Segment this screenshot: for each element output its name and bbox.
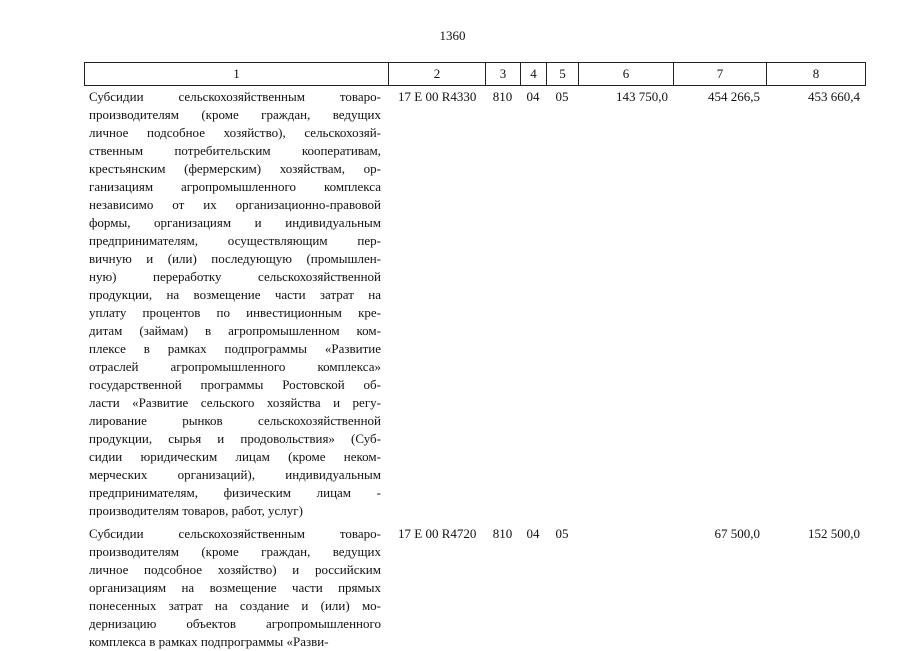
description-line: лирование рынков сельскохозяйственной	[89, 413, 381, 428]
section-code: 04	[526, 526, 540, 541]
target-article-code: 17 Е 00 R4330	[398, 89, 477, 104]
expense-type-code: 810	[492, 526, 513, 541]
description-line: Субсидии сельскохозяйственным товаро-	[89, 89, 381, 104]
subsection-code: 05	[555, 89, 569, 104]
subsection-code: 05	[555, 526, 569, 541]
description-line: производителям (кроме граждан, ведущих	[89, 544, 381, 559]
page-number: 1360	[439, 28, 466, 43]
description-line: плексе в рамках подпрограммы «Развитие	[89, 341, 381, 356]
description-line: предпринимателям, физическим лицам -	[89, 485, 381, 500]
description-line: ную) переработку сельскохозяйственной	[89, 269, 381, 284]
row-description	[84, 88, 388, 520]
description-line: ственным потребительским кооперативам,	[89, 143, 381, 158]
column-header-2: 2	[388, 63, 485, 85]
table-header	[84, 62, 866, 86]
description-line: отраслей агропромышленного комплекса»	[89, 359, 381, 374]
description-line: независимо от их организационно-правовой	[89, 197, 381, 212]
description-line: производителям (кроме граждан, ведущих	[89, 107, 381, 122]
description-line: дернизацию объектов агропромышленного	[89, 616, 381, 631]
description-line: ганизациям агропромышленного комплекса	[89, 179, 381, 194]
expense-type-code: 810	[492, 89, 513, 104]
column-header-4: 4	[520, 63, 546, 85]
table-body	[84, 88, 866, 651]
description-line: формы, организациям и индивидуальным	[89, 215, 381, 230]
amount-col-6	[578, 525, 673, 651]
column-header-8: 8	[766, 63, 866, 85]
row-description	[84, 525, 388, 651]
description-line: мерческих организаций), индивидуальным	[89, 467, 381, 482]
description-line: комплекса в рамках подпрограммы «Разви-	[89, 634, 329, 649]
description-line: продукции, на возмещение части затрат на	[89, 287, 381, 302]
column-header-5: 5	[546, 63, 578, 85]
description-line: понесенных затрат на создание и (или) мо-	[89, 598, 381, 613]
amount-col-8: 453 660,4	[808, 89, 860, 104]
amount-col-7: 67 500,0	[714, 526, 760, 541]
table-row	[84, 88, 866, 520]
description-line: сидии юридическим лицам (кроме неком-	[89, 449, 381, 464]
column-header-3: 3	[485, 63, 520, 85]
description-line: дитам (займам) в агропромышленном ком-	[89, 323, 381, 338]
table-row	[84, 525, 866, 651]
target-article-code: 17 Е 00 R4720	[398, 526, 477, 541]
description-line: уплату процентов по инвестиционным кре-	[89, 305, 381, 320]
description-line: Субсидии сельскохозяйственным товаро-	[89, 526, 381, 541]
description-line: предпринимателям, осуществляющим пер-	[89, 233, 381, 248]
column-header-7: 7	[673, 63, 766, 85]
description-line: государственной программы Ростовской об-	[89, 377, 381, 392]
description-line: продукции, сырья и продовольствия» (Суб-	[89, 431, 381, 446]
description-line: крестьянским (фермерским) хозяйствам, ор-	[89, 161, 381, 176]
description-line: производителям товаров, работ, услуг)	[89, 503, 303, 518]
description-line: вичную и (или) последующую (промышлен-	[89, 251, 381, 266]
section-code: 04	[526, 89, 540, 104]
column-header-6: 6	[578, 63, 673, 85]
description-line: ласти «Развитие сельского хозяйства и регу-	[89, 395, 381, 410]
amount-col-8: 152 500,0	[808, 526, 860, 541]
description-line: организациям на возмещение части прямых	[89, 580, 381, 595]
amount-col-7: 454 266,5	[708, 89, 760, 104]
column-header-1: 1	[84, 63, 388, 85]
description-line: личное подсобное хозяйство), сельскохозяй-	[89, 125, 381, 140]
description-line: личное подсобное хозяйство) и российским	[89, 562, 381, 577]
amount-col-6: 143 750,0	[616, 89, 668, 104]
